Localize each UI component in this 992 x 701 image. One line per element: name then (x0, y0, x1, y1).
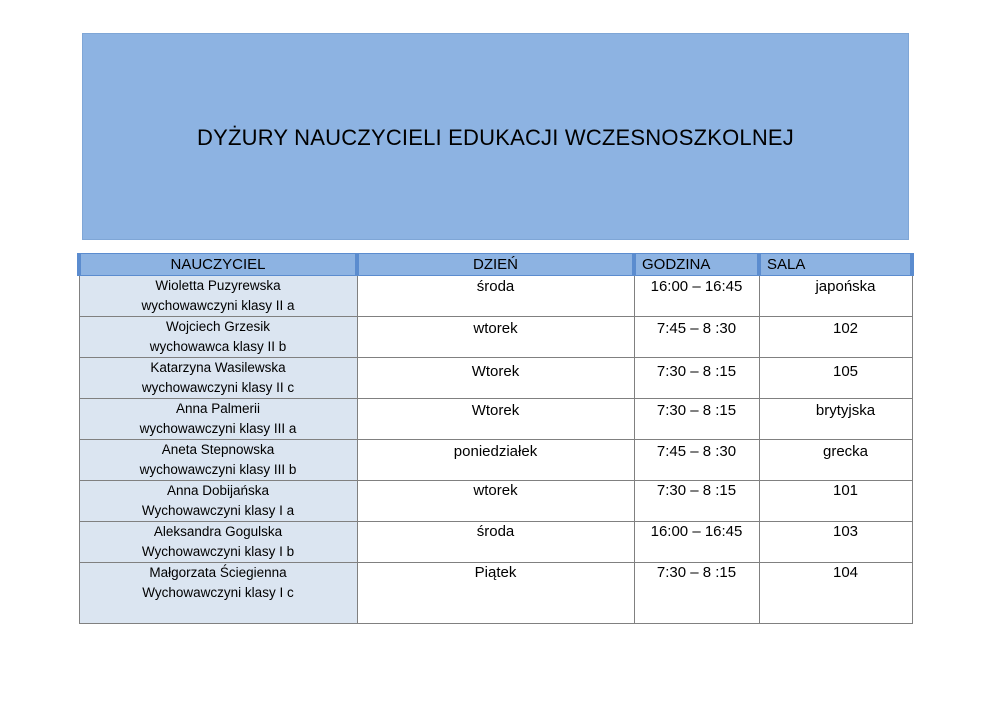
teacher-role: Wychowawczyni klasy I b (141, 544, 295, 559)
title-banner (82, 33, 909, 240)
teacher-role: wychowawczyni klasy II a (141, 298, 295, 313)
duty-schedule-table (77, 253, 914, 624)
teacher-role: wychowawczyni klasy III a (139, 421, 297, 436)
room-cell (759, 481, 912, 522)
time-cell (634, 440, 759, 481)
teacher-cell (79, 522, 357, 563)
time-cell (634, 399, 759, 440)
teacher-cell (79, 399, 357, 440)
table-row (79, 399, 912, 440)
room-value: japońska (815, 278, 876, 295)
day-value: środa (476, 278, 515, 295)
teacher-cell (79, 317, 357, 358)
header-room: SALA (759, 254, 912, 276)
room-cell (759, 522, 912, 563)
time-cell (634, 563, 759, 624)
day-value: poniedziałek (453, 443, 538, 460)
room-value: 103 (832, 523, 859, 540)
room-value: 105 (832, 363, 859, 380)
time-cell (634, 276, 759, 317)
time-cell (634, 358, 759, 399)
time-cell (634, 522, 759, 563)
table-row (79, 563, 912, 624)
room-cell (759, 399, 912, 440)
table-row (79, 481, 912, 522)
teacher-name: Anna Palmerii (175, 401, 261, 416)
time-value: 7:30 – 8 :15 (656, 564, 737, 581)
day-cell (357, 317, 634, 358)
teacher-name: Aneta Stepnowska (161, 442, 275, 457)
day-value: Wtorek (471, 402, 520, 419)
page-title: DYŻURY NAUCZYCIELI EDUKACJI WCZESNOSZKOLNEJ (197, 124, 794, 150)
room-cell (759, 317, 912, 358)
day-value: Wtorek (471, 363, 520, 380)
teacher-role: Wychowawczyni klasy I a (141, 503, 295, 518)
teacher-name: Katarzyna Wasilewska (150, 360, 286, 375)
day-cell (357, 276, 634, 317)
teacher-role: wychowawczyni klasy II c (141, 380, 295, 395)
time-cell (634, 317, 759, 358)
room-value: 102 (832, 320, 859, 337)
time-value: 7:45 – 8 :30 (656, 443, 737, 460)
table-header (79, 254, 912, 276)
time-value: 7:30 – 8 :15 (656, 363, 737, 380)
table-row (79, 522, 912, 563)
time-value: 7:45 – 8 :30 (656, 320, 737, 337)
table-row (79, 440, 912, 481)
teacher-cell (79, 481, 357, 522)
room-cell (759, 358, 912, 399)
day-value: Piątek (474, 564, 517, 581)
room-value: 101 (832, 482, 859, 499)
time-value: 7:30 – 8 :15 (656, 402, 737, 419)
teacher-cell (79, 563, 357, 624)
teacher-cell (79, 276, 357, 317)
room-value: grecka (822, 443, 869, 460)
day-cell (357, 358, 634, 399)
room-cell (759, 276, 912, 317)
day-value: wtorek (473, 320, 518, 337)
table-row (79, 317, 912, 358)
table-row (79, 276, 912, 317)
time-cell (634, 481, 759, 522)
day-cell (357, 440, 634, 481)
header-day: DZIEŃ (357, 254, 634, 276)
header-row (79, 254, 912, 276)
day-value: środa (476, 523, 515, 540)
teacher-role: wychowawca klasy II b (149, 339, 287, 354)
table-row (79, 358, 912, 399)
day-value: wtorek (473, 482, 518, 499)
teacher-role: wychowawczyni klasy III b (139, 462, 297, 477)
teacher-name: Wojciech Grzesik (165, 319, 271, 334)
time-value: 16:00 – 16:45 (650, 523, 743, 540)
time-value: 16:00 – 16:45 (650, 278, 743, 295)
teacher-role: Wychowawczyni klasy I c (142, 585, 294, 600)
room-value: brytyjska (815, 402, 876, 419)
day-cell (357, 522, 634, 563)
room-cell (759, 563, 912, 624)
teacher-name: Małgorzata Ściegienna (149, 565, 287, 580)
room-value: 104 (832, 564, 859, 581)
time-value: 7:30 – 8 :15 (656, 482, 737, 499)
day-cell (357, 563, 634, 624)
header-time: GODZINA (634, 254, 759, 276)
day-cell (357, 399, 634, 440)
room-cell (759, 440, 912, 481)
day-cell (357, 481, 634, 522)
teacher-name: Anna Dobijańska (166, 483, 270, 498)
header-teacher: NAUCZYCIEL (79, 254, 357, 276)
teacher-cell (79, 358, 357, 399)
teacher-cell (79, 440, 357, 481)
teacher-name: Aleksandra Gogulska (153, 524, 283, 539)
teacher-name: Wioletta Puzyrewska (155, 278, 281, 293)
